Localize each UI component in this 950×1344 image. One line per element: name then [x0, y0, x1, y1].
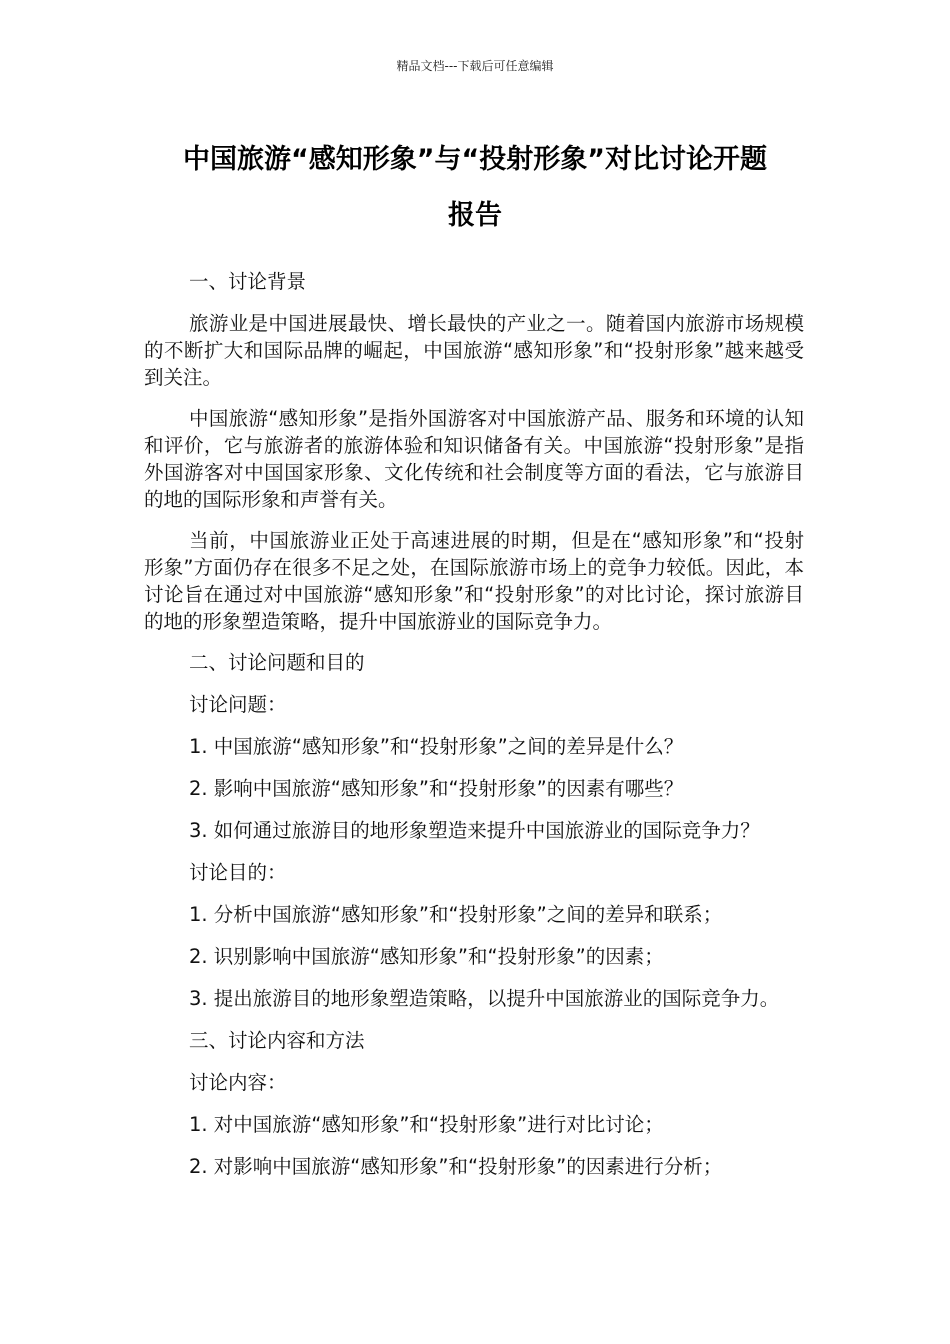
section-heading-questions: 二、讨论问题和目的	[189, 651, 365, 674]
section-heading-background: 一、讨论背景	[189, 270, 307, 293]
goals-label: 讨论目的：	[189, 861, 287, 884]
section-heading-methods: 三、讨论内容和方法	[189, 1029, 365, 1052]
question-item-1: 1. 中国旅游“感知形象”和“投射形象”之间的差异是什么？	[189, 735, 684, 758]
document-body	[144, 268, 804, 1195]
content-item-1: 1. 对中国旅游“感知形象”和“投射形象”进行对比讨论；	[189, 1113, 664, 1136]
questions-label: 讨论问题：	[189, 693, 287, 716]
background-paragraph-1: 旅游业是中国进展最快、增长最快的产业之一。随着国内旅游市场规模的不断扩大和国际品牌的崛起，中国旅游“感知形象”和“投射形象”越来越受到关注。	[144, 312, 804, 389]
question-item-2: 2. 影响中国旅游“感知形象”和“投射形象”的因素有哪些？	[189, 777, 684, 800]
goal-item-2: 2. 识别影响中国旅游“感知形象”和“投射形象”的因素；	[189, 945, 664, 968]
goal-item-3: 3. 提出旅游目的地形象塑造策略，以提升中国旅游业的国际竞争力。	[189, 987, 780, 1010]
goal-item-1: 1. 分析中国旅游“感知形象”和“投射形象”之间的差异和联系；	[189, 903, 723, 926]
document-title-line-1: 中国旅游“感知形象”与“投射形象”对比讨论开题	[183, 144, 767, 175]
background-paragraph-3: 当前，中国旅游业正处于高速进展的时期，但是在“感知形象”和“投射形象”方面仍存在很多不足之处，在国际旅游市场上的竞争力较低。因此，本讨论旨在通过对中国旅游“感知形象”和“投射形象”的对比讨论，探讨旅游目的地的形象塑造策略，提升中国旅游业的国际竞争力。	[144, 529, 804, 633]
content-label: 讨论内容：	[189, 1071, 287, 1094]
background-paragraph-2: 中国旅游“感知形象”是指外国游客对中国旅游产品、服务和环境的认知和评价，它与旅游者的旅游体验和知识储备有关。中国旅游“投射形象”是指外国游客对中国国家形象、文化传统和社会制度等方面的看法，它与旅游目的地的国际形象和声誉有关。	[144, 407, 804, 511]
question-item-3: 3. 如何通过旅游目的地形象塑造来提升中国旅游业的国际竞争力？	[189, 819, 760, 842]
header-note: 精品文档---下载后可任意编辑	[396, 59, 554, 73]
content-item-2: 2. 对影响中国旅游“感知形象”和“投射形象”的因素进行分析；	[189, 1155, 723, 1178]
document-title-line-2: 报告	[448, 200, 502, 231]
